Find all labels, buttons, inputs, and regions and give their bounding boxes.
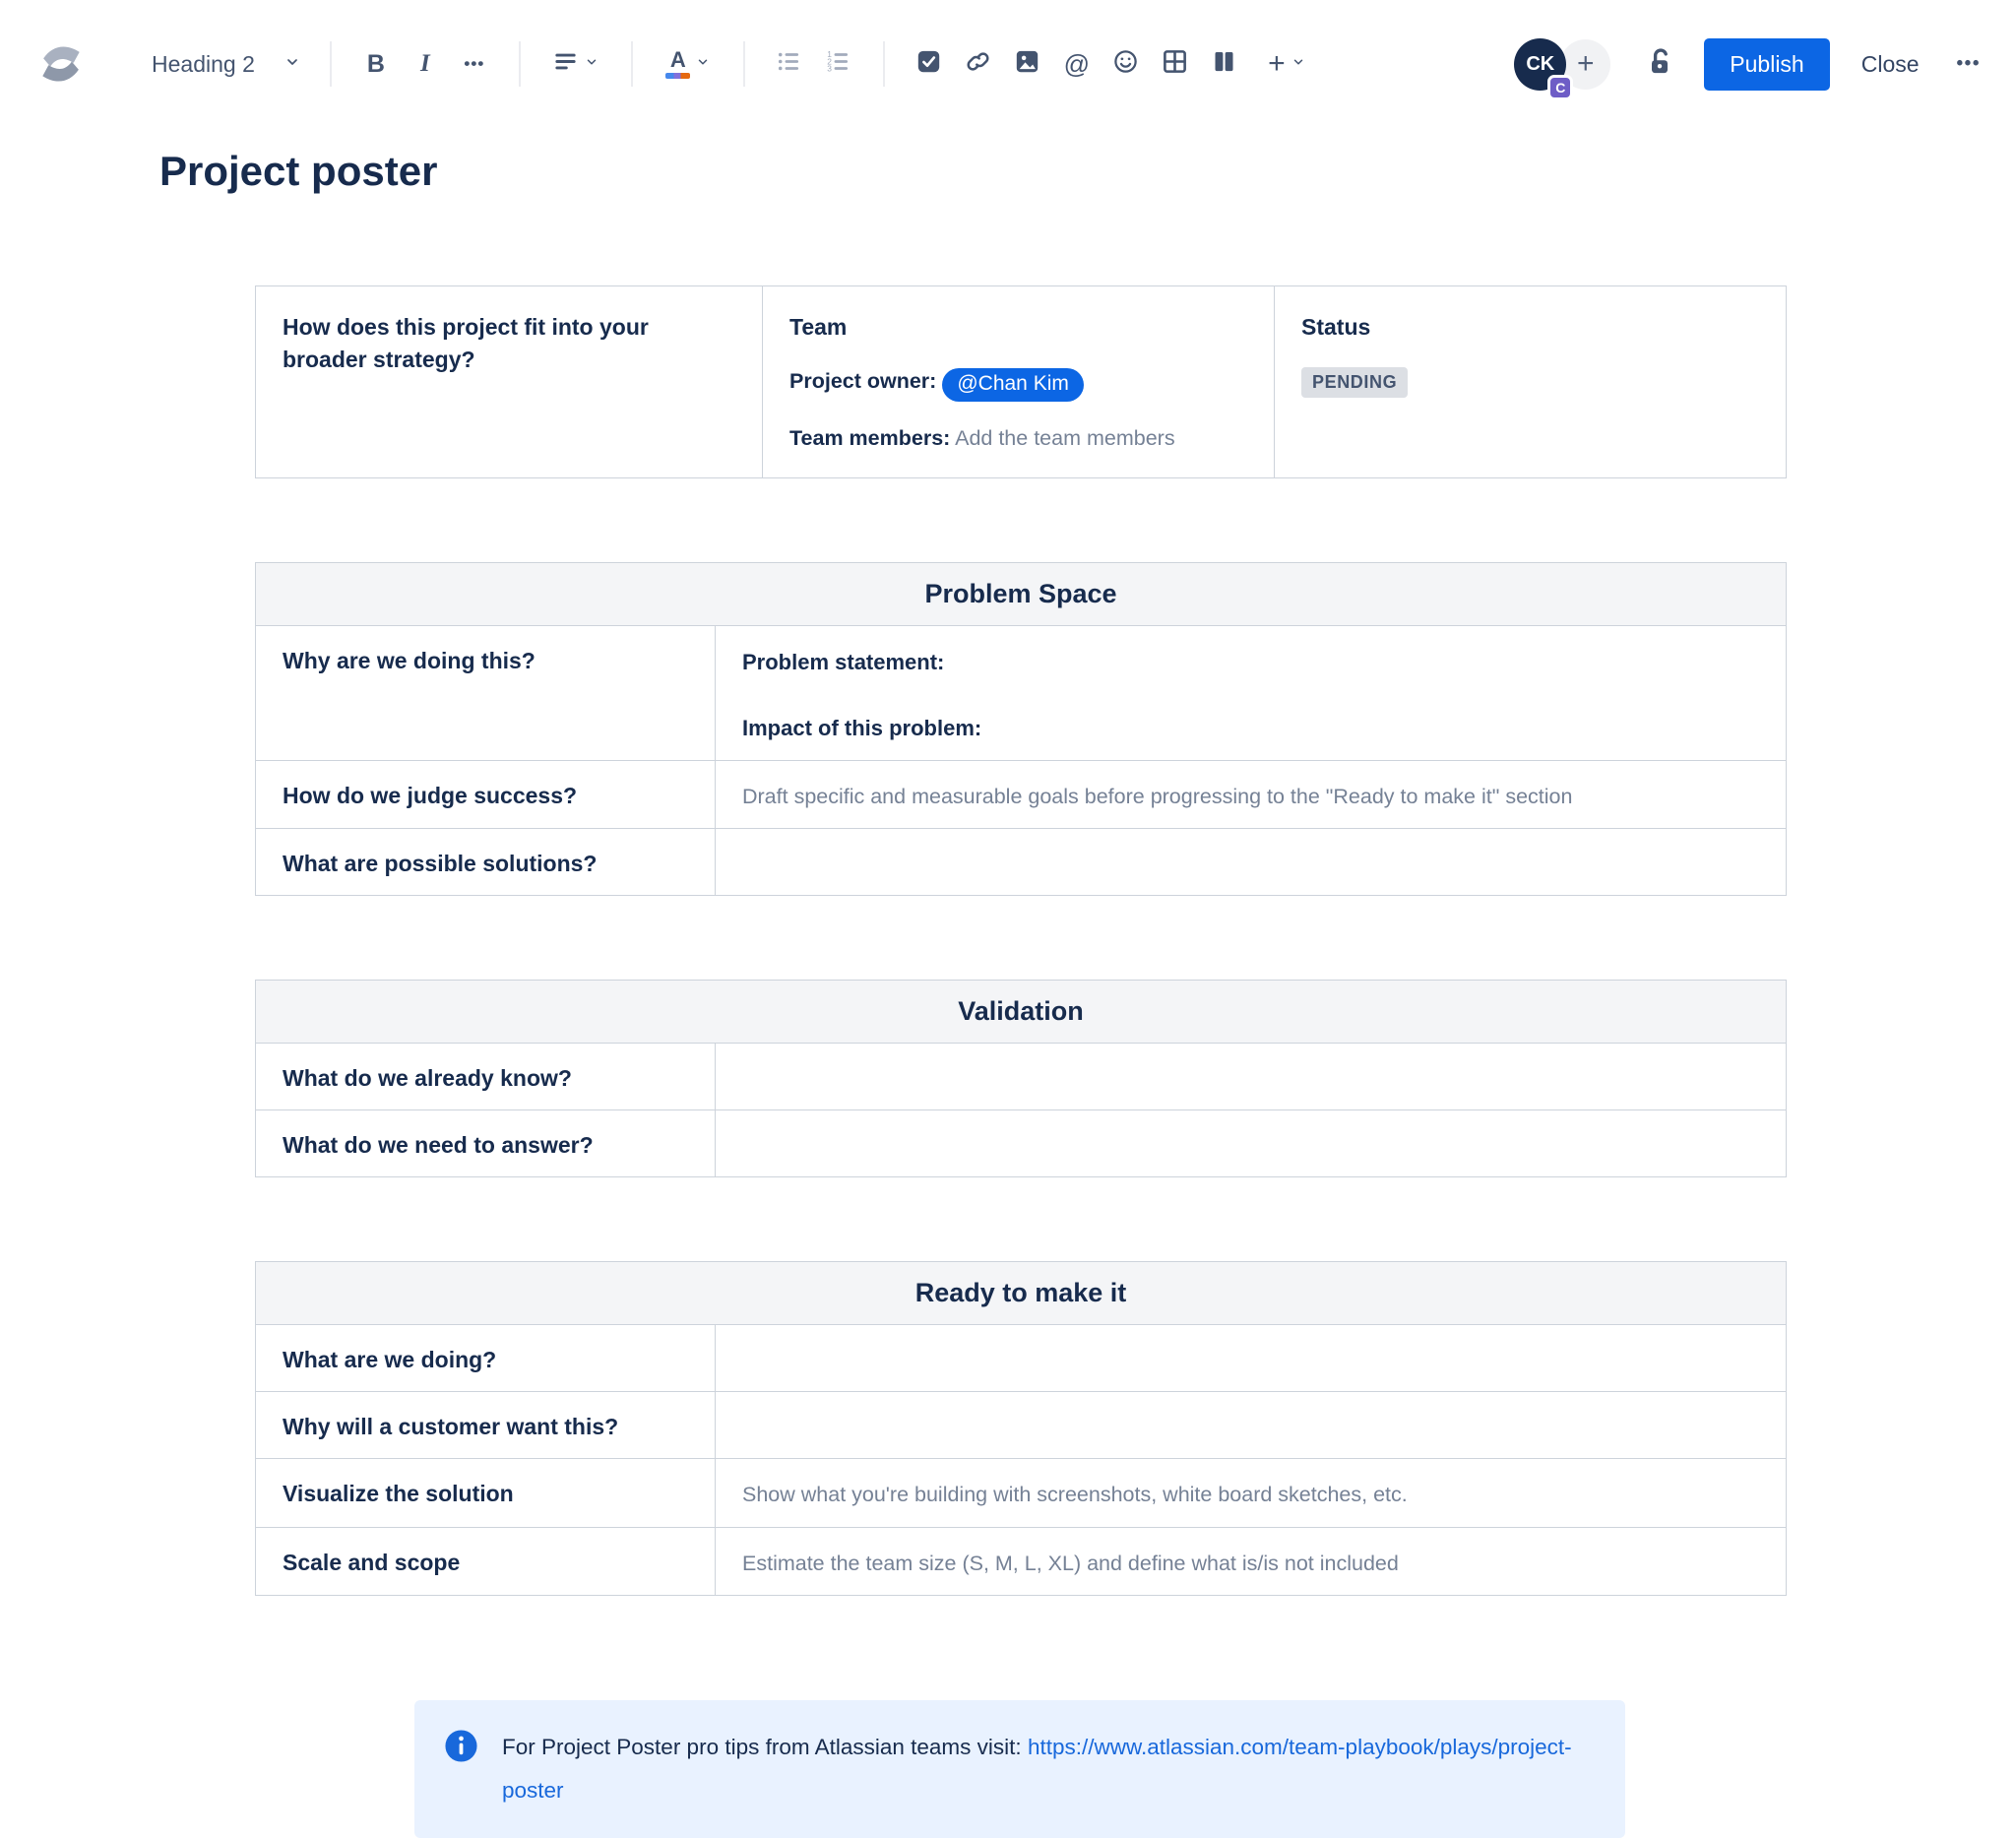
mention-button[interactable] — [1055, 42, 1099, 86]
link-button[interactable] — [957, 42, 1000, 86]
table-row — [256, 1044, 1787, 1110]
question-cell[interactable]: What are possible solutions? — [256, 829, 716, 896]
mention-chip[interactable]: @Chan Kim — [942, 368, 1084, 402]
project-owner-label: Project owner: — [789, 369, 937, 394]
info-icon — [444, 1729, 478, 1763]
answer-placeholder: Show what you're building with screenshots, white board sketches, etc. — [742, 1483, 1408, 1507]
unlock-icon — [1644, 46, 1674, 82]
italic-icon: I — [419, 50, 430, 77]
chevron-down-icon — [585, 55, 598, 74]
table-row — [256, 626, 1787, 761]
text-color-icon: A — [665, 49, 690, 79]
answer-bold-line: Problem statement: — [742, 650, 945, 674]
table-icon — [1162, 48, 1188, 80]
table-row — [256, 1392, 1787, 1459]
confluence-logo-icon — [35, 38, 87, 90]
table-row — [256, 1110, 1787, 1177]
toolbar-separator — [883, 41, 885, 87]
text-color-button[interactable] — [656, 42, 721, 86]
answer-bold-line: Impact of this problem: — [742, 716, 982, 740]
bullet-list-icon — [776, 48, 802, 80]
answer-placeholder: Draft specific and measurable goals before progressing to the "Ready to make it" section — [742, 785, 1573, 808]
table-button[interactable] — [1154, 42, 1197, 86]
question-cell[interactable]: How do we judge success? — [256, 761, 716, 829]
question-cell[interactable]: Why will a customer want this? — [256, 1392, 716, 1459]
chevron-down-icon — [284, 54, 300, 75]
answer-cell[interactable] — [716, 1044, 1787, 1110]
unlock-button[interactable] — [1644, 46, 1674, 82]
collaborators — [1514, 38, 1610, 95]
team-members-label: Team members: — [789, 426, 951, 451]
mention-icon: @ — [1063, 48, 1091, 79]
strategy-header: How does this project fit into your broader strategy? — [283, 314, 649, 373]
table-row — [256, 563, 1787, 626]
avatar[interactable]: CK — [1514, 38, 1566, 91]
plus-icon: + — [1268, 47, 1286, 80]
publish-button[interactable]: Publish — [1704, 38, 1829, 91]
chevron-down-icon — [1292, 55, 1305, 74]
table-row — [256, 829, 1787, 896]
bullet-list-button[interactable] — [768, 42, 811, 86]
table-row — [256, 1527, 1787, 1595]
team-members-row — [789, 426, 1247, 451]
answer-cell[interactable] — [716, 1392, 1787, 1459]
answer-cell[interactable] — [716, 1527, 1787, 1595]
more-actions-button[interactable]: ••• — [1956, 53, 1981, 74]
section-title[interactable]: Ready to make it — [256, 1262, 1787, 1325]
answer-cell[interactable] — [716, 626, 1787, 761]
validation-table — [255, 980, 1787, 1177]
toolbar-separator — [631, 41, 633, 87]
alignment-button[interactable] — [543, 42, 608, 86]
add-collaborator-button[interactable]: + — [1560, 39, 1610, 90]
question-cell[interactable]: Why are we doing this? — [256, 626, 716, 761]
info-link[interactable]: https://www.atlassian.com/team-playbook/plays/project-poster — [502, 1734, 1572, 1803]
numbered-list-icon — [825, 48, 851, 80]
strategy-cell[interactable] — [256, 286, 763, 478]
table-row — [256, 1325, 1787, 1392]
svg-text:3: 3 — [827, 63, 833, 74]
chevron-down-icon — [696, 55, 710, 74]
bold-button[interactable] — [354, 42, 398, 86]
toolbar-separator — [743, 41, 745, 87]
info-prefix: For Project Poster pro tips from Atlassian teams visit: — [502, 1734, 1028, 1759]
layouts-icon — [1211, 48, 1237, 80]
table-row — [256, 1459, 1787, 1527]
answer-cell[interactable] — [716, 1110, 1787, 1177]
info-panel — [414, 1700, 1625, 1838]
question-cell[interactable]: What do we need to answer? — [256, 1110, 716, 1177]
project-owner-row — [789, 368, 1247, 402]
table-row — [256, 761, 1787, 829]
answer-cell[interactable] — [716, 1325, 1787, 1392]
text-style-label: Heading 2 — [152, 50, 255, 77]
page-title[interactable]: Project poster — [159, 148, 438, 194]
editor-toolbar — [0, 0, 2016, 128]
question-cell[interactable]: Scale and scope — [256, 1527, 716, 1595]
close-button[interactable]: Close — [1860, 50, 1920, 77]
answer-placeholder: Estimate the team size (S, M, L, XL) and define what is/is not included — [742, 1551, 1399, 1575]
emoji-button[interactable] — [1104, 42, 1148, 86]
text-style-dropdown[interactable] — [142, 43, 310, 86]
question-cell[interactable]: Visualize the solution — [256, 1459, 716, 1527]
table-row — [256, 981, 1787, 1044]
align-left-icon — [552, 48, 579, 80]
numbered-list-button[interactable] — [817, 42, 860, 86]
task-checkbox-icon — [915, 48, 942, 80]
section-title[interactable]: Problem Space — [256, 563, 1787, 626]
overview-table — [255, 285, 1787, 478]
more-formatting-icon: ••• — [464, 54, 485, 73]
status-badge[interactable]: PENDING — [1301, 367, 1408, 398]
status-cell[interactable] — [1275, 286, 1787, 478]
image-icon — [1014, 48, 1040, 80]
italic-button[interactable] — [404, 42, 447, 86]
problem-space-table — [255, 562, 1787, 896]
team-members-placeholder: Add the team members — [955, 426, 1175, 451]
toolbar-left — [30, 38, 1324, 90]
toolbar-separator — [519, 41, 521, 87]
svg-text:2: 2 — [827, 56, 833, 67]
image-button[interactable] — [1006, 42, 1049, 86]
insert-more-button[interactable] — [1252, 42, 1321, 86]
team-cell[interactable] — [763, 286, 1275, 478]
bold-icon: B — [366, 49, 385, 78]
answer-cell[interactable] — [716, 761, 1787, 829]
info-text — [502, 1726, 1595, 1812]
toolbar-separator — [330, 41, 332, 87]
ready-table — [255, 1261, 1787, 1596]
table-row — [256, 286, 1787, 478]
answer-cell[interactable] — [716, 829, 1787, 896]
layouts-button[interactable] — [1203, 42, 1246, 86]
svg-text:1: 1 — [827, 49, 833, 59]
status-header: Status — [1301, 314, 1371, 340]
more-formatting-button[interactable] — [453, 42, 496, 86]
document-body — [255, 285, 1786, 1838]
link-icon — [965, 48, 991, 80]
emoji-icon — [1112, 48, 1139, 80]
question-cell[interactable]: What do we already know? — [256, 1044, 716, 1110]
question-cell[interactable]: What are we doing? — [256, 1325, 716, 1392]
avatar-badge: C — [1547, 75, 1573, 100]
task-list-button[interactable] — [908, 42, 951, 86]
toolbar-right — [1514, 38, 1981, 95]
table-row — [256, 1262, 1787, 1325]
team-header: Team — [789, 314, 848, 340]
section-title[interactable]: Validation — [256, 981, 1787, 1044]
answer-cell[interactable] — [716, 1459, 1787, 1527]
